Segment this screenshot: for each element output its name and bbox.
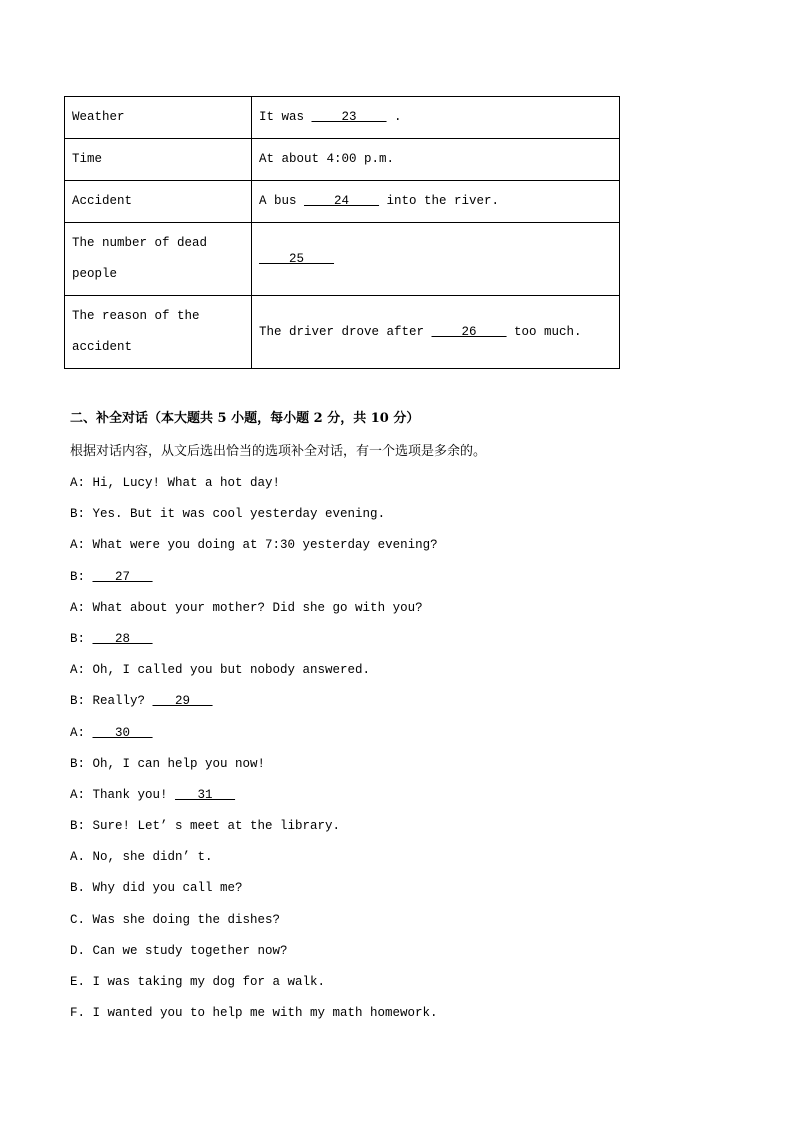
dialogue-line: B: ___27___ bbox=[70, 569, 153, 584]
row-label: The number of dead people bbox=[65, 223, 252, 296]
row-label: Time bbox=[65, 139, 252, 181]
answer-blank-23: ____23____ bbox=[311, 110, 387, 124]
dialogue-line: A: Hi, Lucy! What a hot day! bbox=[70, 476, 281, 490]
table-row bbox=[65, 181, 620, 223]
option-c: C. Was she doing the dishes? bbox=[70, 912, 281, 927]
table-row bbox=[65, 97, 620, 139]
option-f: F. I wanted you to help me with my math homework. bbox=[70, 1006, 438, 1021]
answer-blank-29: ___29___ bbox=[152, 694, 213, 709]
info-table bbox=[64, 96, 620, 369]
option-d: D. Can we study together now? bbox=[70, 943, 288, 958]
row-value: At about 4:00 p.m. bbox=[252, 139, 620, 181]
dialogue-line: A: What about your mother? Did she go with you? bbox=[70, 600, 423, 615]
row-value: The driver drove after ____26____ too much. bbox=[252, 296, 620, 369]
row-value: It was ____23____ . bbox=[252, 97, 620, 139]
row-label: The reason of the accident bbox=[65, 296, 252, 369]
option-e: E. I was taking my dog for a walk. bbox=[70, 975, 326, 989]
dialogue-line: B: Yes. But it was cool yesterday evening. bbox=[70, 507, 386, 522]
dialogue-line: A: ___30___ bbox=[70, 725, 153, 740]
answer-blank-28: ___28___ bbox=[92, 631, 153, 646]
table-row bbox=[65, 296, 620, 369]
answer-blank-24: ____24____ bbox=[304, 194, 380, 208]
table-row bbox=[65, 223, 620, 296]
dialogue-line: B: Sure! Let’ s meet at the library. bbox=[70, 819, 341, 834]
answer-blank-31: ___31___ bbox=[175, 787, 236, 802]
dialogue-line: A: What were you doing at 7:30 yesterday evening? bbox=[70, 538, 438, 553]
table-row bbox=[65, 139, 620, 181]
answer-blank-26: ____26____ bbox=[431, 324, 507, 339]
answer-blank-27: ___27___ bbox=[92, 569, 153, 584]
row-label: Weather bbox=[65, 97, 252, 139]
answer-blank-30: ___30___ bbox=[92, 725, 153, 740]
dialogue-line: B: Oh, I can help you now! bbox=[70, 756, 266, 771]
answer-blank-25: ____25____ bbox=[259, 251, 335, 266]
section-instruction: 根据对话内容，从文后选出恰当的选项补全对话，有一个选项是多余的。 bbox=[70, 444, 487, 459]
option-b: B. Why did you call me? bbox=[70, 881, 243, 896]
dialogue-line: B: ___28___ bbox=[70, 631, 153, 646]
option-a: A. No, she didn’ t. bbox=[70, 850, 213, 865]
dialogue-list bbox=[70, 470, 438, 1031]
section-title: 二、补全对话（本大题共 5 小题，每小题 2 分，共 10 分） bbox=[70, 411, 420, 426]
dialogue-line: B: Really? ___29___ bbox=[70, 694, 213, 709]
row-label: Accident bbox=[65, 181, 252, 223]
dialogue-line: A: Oh, I called you but nobody answered. bbox=[70, 663, 371, 678]
dialogue-line: A: Thank you! ___31___ bbox=[70, 787, 236, 802]
row-value: A bus ____24____ into the river. bbox=[252, 181, 620, 223]
row-value bbox=[252, 223, 620, 296]
